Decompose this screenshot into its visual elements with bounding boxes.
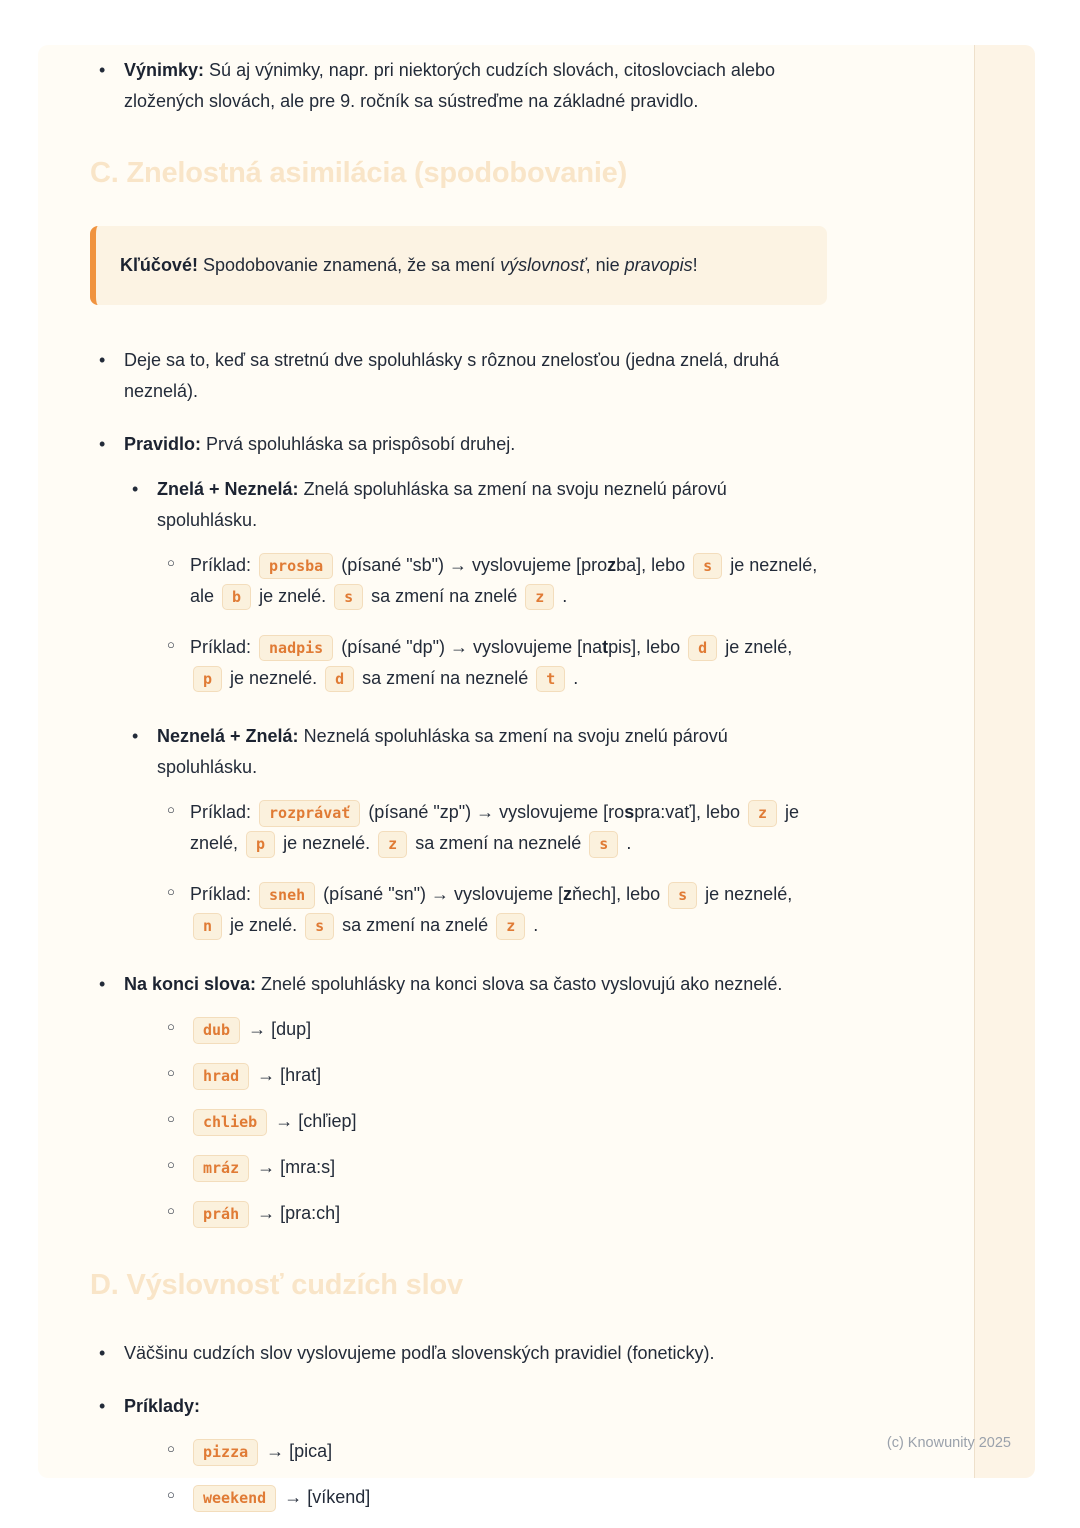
code-chip: t	[536, 666, 565, 693]
bullet-icon: •	[99, 1395, 106, 1416]
italic-text: výslovnosť	[500, 254, 586, 275]
bold-text: z	[563, 884, 573, 905]
list-item-example-sneh	[156, 879, 827, 941]
section-heading-c: C. Znelostná asimilácia (spodobovanie)	[90, 156, 628, 189]
code-chip: dub	[193, 1017, 240, 1044]
copyright-footer: (c) Knowunity 2025	[886, 1435, 1011, 1451]
code-chip: s	[668, 882, 697, 909]
paragraph-word-end: Na konci slova: Znelé spoluhlásky na konci slova sa často vyslovujú ako neznelé.	[124, 974, 783, 995]
circle-bullet-icon: ○	[167, 1486, 175, 1502]
code-chip: d	[688, 635, 717, 662]
list-item-rule	[90, 429, 827, 460]
code-chip: z	[525, 584, 554, 611]
list-item-examples-label	[90, 1391, 827, 1422]
code-chip: p	[193, 666, 222, 693]
exceptions-list	[90, 55, 827, 117]
paragraph-foreign-intro: Väčšinu cudzích slov vyslovujeme podľa slovenských pravidiel (foneticky).	[124, 1342, 715, 1363]
code-chip: s	[305, 913, 334, 940]
list-item-word-dub	[156, 1014, 827, 1045]
code-chip: práh	[193, 1201, 249, 1228]
bullet-icon: •	[132, 726, 139, 747]
word-pronunciation: weekend → [víkend]	[190, 1487, 370, 1507]
paragraph-unvoiced-voiced: Neznelá + Znelá: Neznelá spoluhláska sa zmení na svoju znelú párovú spoluhlásku.	[157, 726, 728, 778]
bold-text: Príklady:	[124, 1395, 201, 1416]
paragraph-voicing-intro: Deje sa to, keď sa stretnú dve spoluhlásky s rôznou znelosťou (jedna znelá, druhá neznelá).	[124, 349, 780, 401]
circle-bullet-icon: ○	[167, 1440, 175, 1456]
bold-text: Pravidlo:	[124, 433, 202, 454]
bold-text: Neznelá + Znelá:	[157, 726, 299, 747]
bold-text: Na konci slova:	[124, 974, 257, 995]
circle-bullet-icon: ○	[167, 884, 175, 900]
word-pronunciation: chlieb → [chľiep]	[190, 1111, 356, 1131]
code-chip: hrad	[193, 1063, 249, 1090]
bold-text: Kľúčové!	[120, 254, 198, 275]
list-item-word-end	[90, 969, 827, 1000]
paragraph-examples-label	[124, 1396, 200, 1416]
circle-bullet-icon: ○	[167, 1019, 175, 1035]
circle-bullet-icon: ○	[167, 1202, 175, 1218]
code-chip: weekend	[193, 1485, 276, 1512]
list-item-word-pizza	[156, 1436, 827, 1467]
circle-bullet-icon: ○	[167, 1065, 175, 1081]
list-item-voicing-intro	[90, 345, 827, 407]
bullet-icon: •	[132, 478, 139, 499]
code-chip: z	[496, 913, 525, 940]
code-chip: sneh	[259, 882, 315, 909]
bold-text: z	[607, 554, 617, 575]
code-chip: pizza	[193, 1439, 258, 1466]
list-item-word-chlieb	[156, 1106, 827, 1137]
document-content	[90, 55, 827, 1528]
code-chip: nadpis	[259, 635, 333, 662]
word-pronunciation: dub → [dup]	[190, 1019, 311, 1039]
list-item-word-prah	[156, 1198, 827, 1229]
list-item-word-mraz	[156, 1152, 827, 1183]
foreign-words-list	[90, 1338, 827, 1513]
circle-bullet-icon: ○	[167, 802, 175, 818]
code-chip: prosba	[259, 553, 333, 580]
list-item-example-nadpis	[156, 632, 827, 694]
code-chip: rozprávať	[259, 800, 360, 827]
page-edge-line	[974, 45, 975, 1478]
word-pronunciation: práh → [pra:ch]	[190, 1203, 340, 1223]
code-chip: z	[378, 831, 407, 858]
list-item-unvoiced-voiced	[123, 721, 827, 783]
code-chip: b	[222, 584, 251, 611]
paragraph-example-sneh: Príklad: sneh (písané "sn") → vyslovujeme [zňech], lebo s je neznelé, n je znelé. s sa zmení na znelé z .	[190, 884, 792, 935]
paragraph-rule: Pravidlo: Prvá spoluhláska sa prispôsobí druhej.	[124, 433, 516, 454]
code-chip: d	[325, 666, 354, 693]
paragraph-example-prosba: Príklad: prosba (písané "sb") → vyslovujeme [prozba], lebo s je neznelé, ale b je znelé. s sa zmení na znelé z .	[190, 555, 817, 606]
paragraph-voiced-unvoiced: Znelá + Neznelá: Znelá spoluhláska sa zmení na svoju neznelú párovú spoluhlásku.	[157, 478, 727, 530]
list-item-voiced-unvoiced	[123, 474, 827, 536]
callout-text: Kľúčové! Spodobovanie znamená, že sa mení výslovnosť, nie pravopis!	[120, 254, 698, 275]
list-item-exceptions	[90, 55, 827, 117]
bullet-icon: •	[99, 433, 106, 454]
circle-bullet-icon: ○	[167, 636, 175, 652]
page-edge-strip	[975, 45, 1035, 1478]
code-chip: mráz	[193, 1155, 249, 1182]
paragraph-example-rozpravat: Príklad: rozprávať (písané "zp") → vyslovujeme [rospra:vať], lebo z je znelé, p je neznelé. z sa zmení na neznelé s .	[190, 802, 799, 853]
code-chip: p	[246, 831, 275, 858]
bold-text: s	[624, 802, 635, 823]
bold-text: Znelá + Neznelá:	[157, 478, 299, 499]
circle-bullet-icon: ○	[167, 554, 175, 570]
bullet-icon: •	[99, 60, 106, 80]
bullet-icon: •	[99, 1342, 106, 1363]
paragraph-exceptions: Výnimky: Sú aj výnimky, napr. pri niektorých cudzích slovách, citoslovciach alebo zložených slovách, ale pre 9. ročník sa sústreďme na základné pravidlo.	[124, 60, 775, 111]
bold-text: Výnimky:	[124, 60, 205, 80]
code-chip: s	[693, 553, 722, 580]
document-page	[38, 45, 1035, 1507]
section-heading-d: D. Výslovnosť cudzích slov	[90, 1268, 463, 1301]
bullet-icon: •	[99, 349, 106, 370]
circle-bullet-icon: ○	[167, 1111, 175, 1127]
paragraph-example-nadpis: Príklad: nadpis (písané "dp") → vyslovujeme [natpis], lebo d je znelé, p je neznelé. d sa zmení na neznelé t .	[190, 637, 792, 688]
circle-bullet-icon: ○	[167, 1157, 175, 1173]
bullet-icon: •	[99, 974, 106, 995]
word-pronunciation: pizza → [pica]	[190, 1441, 332, 1461]
list-item-example-rozpravat	[156, 797, 827, 859]
list-item-example-prosba	[156, 550, 827, 612]
bold-text: t	[602, 636, 609, 657]
code-chip: s	[589, 831, 618, 858]
assimilation-list	[90, 345, 827, 1229]
code-chip: s	[334, 584, 363, 611]
italic-text: pravopis	[624, 254, 693, 275]
word-pronunciation: mráz → [mra:s]	[190, 1157, 335, 1177]
list-item-foreign-intro	[90, 1338, 827, 1369]
key-callout	[90, 226, 827, 305]
code-chip: chlieb	[193, 1109, 267, 1136]
code-chip: z	[748, 800, 777, 827]
word-pronunciation: hrad → [hrat]	[190, 1065, 321, 1085]
list-item-word-hrad	[156, 1060, 827, 1091]
list-item-word-weekend	[156, 1482, 827, 1513]
code-chip: n	[193, 913, 222, 940]
